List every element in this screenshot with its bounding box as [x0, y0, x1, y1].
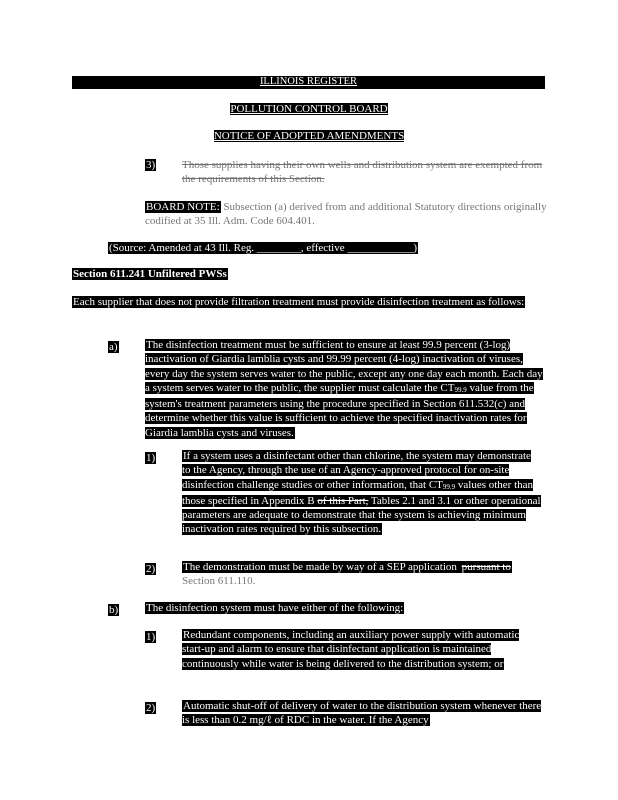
b-1-text: Redundant components, including an auxiliary power supply with automatic start-up and alarm to ensure that disinfectant application is maintained continuously while water is being delivered to the distribution system; or: [182, 629, 520, 670]
board-note: BOARD NOTE: Subsection (a) derived from and additional Statutory directions originally codified at 35 Ill. Adm. Code 604.401.: [145, 201, 547, 228]
a2-struck-text: pursuant to: [461, 561, 511, 573]
a-ct-subscript: 99.9: [454, 385, 467, 394]
register-title: ILLINOIS REGISTER: [259, 76, 358, 87]
subsection-a-text: [145, 338, 547, 440]
a1-part3: Tables 2.1 and 3.1 or other operational parameters are adequate to demonstrate that the system is achieving minimum inactivation rates required by this subsection.: [182, 494, 541, 536]
section-heading: Section 611.241 Unfiltered PWSs: [73, 268, 227, 280]
item-3-label: 3): [146, 159, 156, 171]
a-1-text: [182, 449, 542, 537]
a1-ct-subscript: 99.9: [442, 482, 456, 491]
a-text-part1: The disinfection treatment must be sufficient to ensure at least 99.9 percent (3-log) inactivation of Giardia lamblia cysts and 99.99 percent (4-log) inactivation of viruses, every day the system serves water to the public, except any one day each month. Each day a system serves water to the public, the supplier must calculate the CT: [145, 339, 543, 394]
a-1-label: 1): [146, 452, 156, 464]
section-intro: Each supplier that does not provide filtration treatment must provide disinfection treatment as follows:: [73, 296, 525, 308]
b-2-label: 2): [146, 702, 156, 714]
register-header-bar: [72, 76, 545, 87]
source-line: (Source: Amended at 43 Ill. Reg. ________, effective ____________): [109, 242, 418, 254]
a1-part1: If a system uses a disinfectant other than chlorine, the system may demonstrate to the Agency, through the use of an Agency-approved protocol for on-site disinfection challenge studies or other information, that CT: [182, 450, 531, 491]
a-text-part2: value from the system's treatment parameters using the procedure specified in Section 611.532(c) and determine whether this value is sufficient to achieve the specified inactivation rates for Giardia lamblia cysts and viruses.: [145, 381, 534, 439]
notice-title: NOTICE OF ADOPTED AMENDMENTS: [213, 130, 405, 142]
subsection-b-label: b): [109, 604, 119, 616]
b-2-text: Automatic shut-off of delivery of water to the distribution system whenever there is less than 0.2 mg/ℓ of RDC in the water. If the Agency: [182, 700, 542, 727]
a2-tail: Section 611.110.: [182, 575, 256, 588]
subsection-b-text: The disinfection system must have either of the following:: [146, 602, 404, 614]
a-2-label: 2): [146, 563, 156, 575]
item-3-text: Those supplies having their own wells and distribution system are exempted from the requirements of this Section.: [182, 159, 543, 186]
subsection-a-label: a): [109, 341, 118, 353]
a1-struck-text: of this Part,: [317, 494, 369, 507]
board-title: POLLUTION CONTROL BOARD: [230, 103, 388, 115]
a-2-text: The demonstration must be made by way of a SEP application pursuant to Section 611.110.: [182, 561, 511, 588]
a1-part2: values other than those specified in Appendix B: [182, 478, 534, 507]
b-1-label: 1): [146, 631, 156, 643]
